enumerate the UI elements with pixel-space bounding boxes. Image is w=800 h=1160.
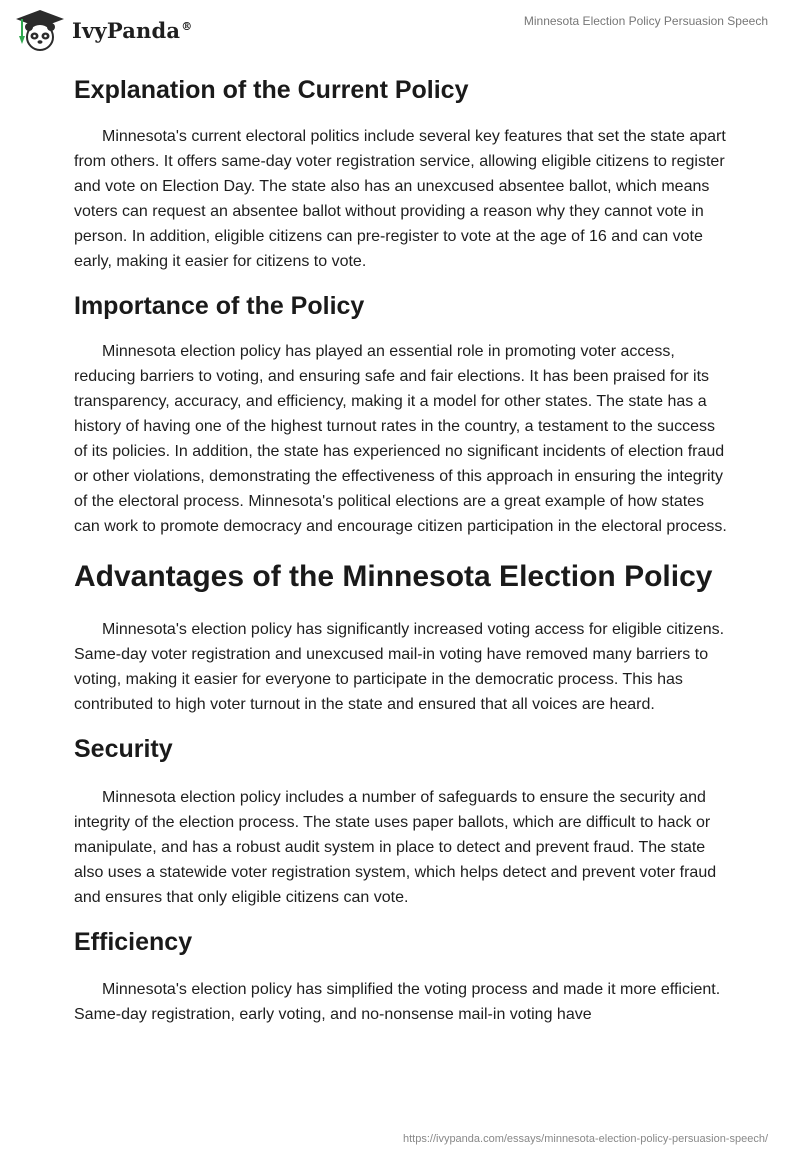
- heading-explanation: Explanation of the Current Policy: [74, 76, 469, 104]
- page-header: [0, 0, 800, 70]
- heading-efficiency: Efficiency: [74, 927, 193, 956]
- heading-importance: Importance of the Policy: [74, 291, 365, 320]
- panda-graduate-icon: [14, 8, 66, 52]
- document-title: Minnesota Election Policy Persuasion Speech: [523, 14, 768, 28]
- ivypanda-logo[interactable]: [14, 8, 192, 52]
- paragraph-explanation: Minnesota's current electoral politics include several key features that set the state apart from others. It offers same-day voter registration service, allowing eligible citizens to register and vote on Election Day. The state also has an unexcused absentee ballot, which means voters can request an absentee ballot without providing a reason why they cannot vote in person. In addition, eligible citizens can pre-register to vote at the age of 16 and can vote early, making it easier for citizens to vote.: [74, 127, 726, 270]
- registered-mark: ®: [181, 19, 193, 33]
- paragraph-security: Minnesota election policy includes a number of safeguards to ensure the security and integrity of the election process. The state uses paper ballots, which are difficult to hack or manipulate, and has a robust audit system in place to detect and prevent fraud. The state also uses a statewide voter registration system, which helps detect and prevent voter fraud and ensures that only eligible citizens can vote.: [74, 788, 717, 906]
- heading-advantages: Advantages of the Minnesota Election Policy: [74, 560, 713, 593]
- paragraph-advantages: Minnesota's election policy has significantly increased voting access for eligible citizens. Same-day voter registration and unexcused mail-in voting have removed many barriers to voting, making it easier for everyone to participate in the democratic process. This has contributed to high voter turnout in the state and ensured that all voices are heard.: [74, 621, 725, 713]
- paragraph-efficiency: Minnesota's election policy has simplified the voting process and made it more efficient. Same-day registration, early voting, and no-nonsense mail-in voting have: [74, 981, 721, 1023]
- essay-content: [74, 66, 728, 1027]
- paragraph-importance: Minnesota election policy has played an essential role in promoting voter access, reducing barriers to voting, and ensuring safe and fair elections. It has been praised for its transparency, accuracy, and efficiency, making it a model for other states. The state has a history of having one of the highest turnout rates in the country, a testament to the success of its policies. In addition, the state has experienced no significant incidents of election fraud or other violations, demonstrating the effectiveness of this approach in ensuring the integrity of the electoral process. Minnesota's political elections are a great example of how states can work to promote democracy and encourage citizen participation in the electoral process.: [74, 343, 727, 535]
- brand-name: IvyPanda®: [72, 17, 193, 43]
- heading-security: Security: [74, 735, 173, 763]
- source-url[interactable]: https://ivypanda.com/essays/minnesota-election-policy-persuasion-speech/: [402, 1133, 768, 1145]
